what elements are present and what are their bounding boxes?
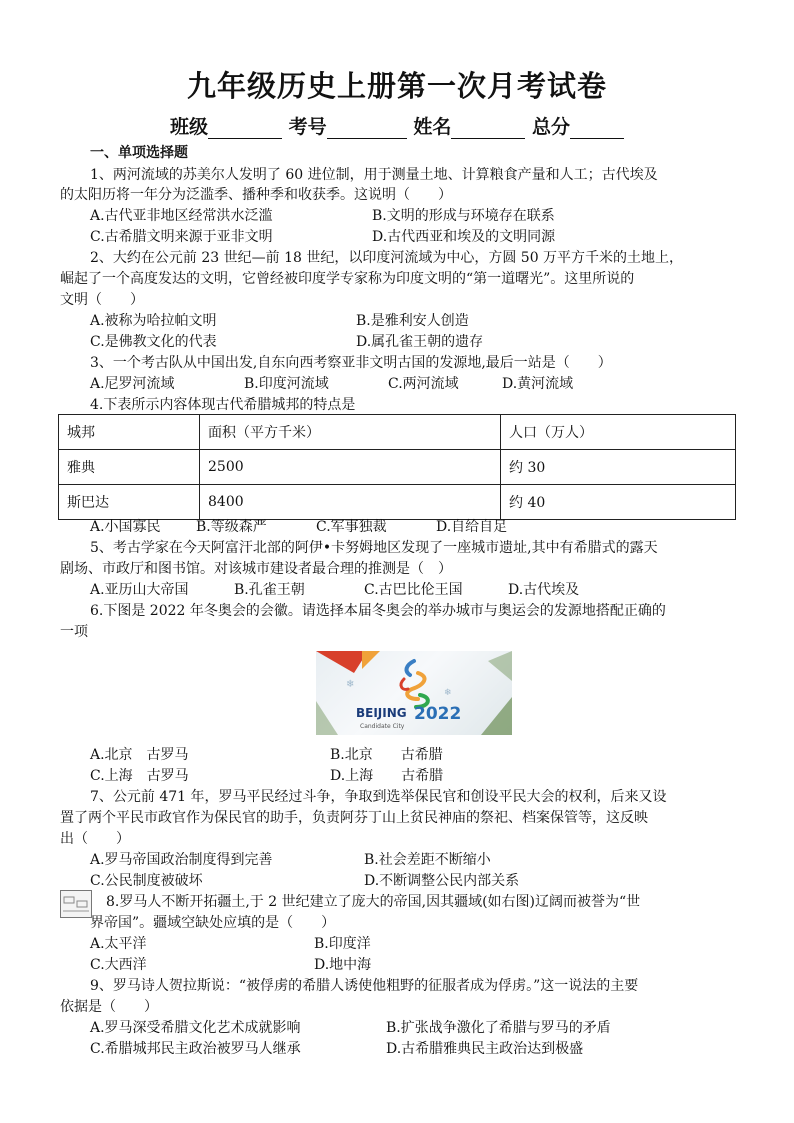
q6-option-a[interactable]: A.北京 古罗马 <box>90 747 189 763</box>
q8-option-b[interactable]: B.印度洋 <box>314 936 371 952</box>
q5-line2: 剧场、市政厅和图书馆。对该城市建设者最合理的推测是（ ） <box>60 561 452 577</box>
q2-line3: 文明（ ） <box>60 292 144 308</box>
q4-option-d[interactable]: D.自给自足 <box>436 519 508 535</box>
q1-option-a[interactable]: A.古代亚非地区经常洪水泛滥 <box>90 208 273 224</box>
map-icon <box>61 891 91 917</box>
table-cell: 8400 <box>200 485 501 520</box>
q8-option-c[interactable]: C.大西洋 <box>90 957 147 973</box>
name-blank[interactable] <box>451 120 525 139</box>
table-cell: 雅典 <box>59 450 200 485</box>
q9-option-c[interactable]: C.希腊城邦民主政治被罗马人继承 <box>90 1041 301 1057</box>
score-blank[interactable] <box>570 120 624 139</box>
q4-option-c[interactable]: C.军事独裁 <box>316 519 387 535</box>
table-cell: 2500 <box>200 450 501 485</box>
q4-option-a[interactable]: A.小国寡民 <box>90 519 161 535</box>
q7-option-d[interactable]: D.不断调整公民内部关系 <box>364 873 520 889</box>
q9-option-a[interactable]: A.罗马深受希腊文化艺术成就影响 <box>90 1020 301 1036</box>
q7-line2: 置了两个平民市政官作为保民官的助手，负责阿芬丁山上贫民神庙的祭祀、档案保管等，这反映 <box>60 810 648 826</box>
q9-option-d[interactable]: D.古希腊雅典民主政治达到极盛 <box>386 1041 584 1057</box>
number-blank[interactable] <box>327 120 407 139</box>
class-label: 班级 <box>170 116 209 138</box>
table-cell: 约 40 <box>501 485 736 520</box>
table-cell: 斯巴达 <box>59 485 200 520</box>
name-label: 姓名 <box>413 116 452 138</box>
emblem-year-text: 2022 <box>414 704 462 724</box>
q5-option-c[interactable]: C.古巴比伦王国 <box>364 582 463 598</box>
q1-option-c[interactable]: C.古希腊文明来源于亚非文明 <box>90 229 273 245</box>
table-header-cell: 城邦 <box>59 415 200 450</box>
q2-option-a[interactable]: A.被称为哈拉帕文明 <box>90 313 217 329</box>
q2-line2: 崛起了一个高度发达的文明，它曾经被印度学专家称为印度文明的“第一道曙光”。这里所说的 <box>60 271 635 287</box>
table-row <box>59 485 736 520</box>
orange-ribbon <box>362 651 380 669</box>
q8-option-a[interactable]: A.太平洋 <box>90 936 147 952</box>
q4-option-b[interactable]: B.等级森严 <box>196 519 267 535</box>
q8-line1: 8.罗马人不断开拓疆土,于 2 世纪建立了庞大的帝国,因其疆域(如右图)辽阔而被誉为“世 <box>106 894 641 910</box>
q1-line2: 的太阳历将一年分为泛滥季、播种季和收获季。这说明（ ） <box>60 187 452 203</box>
q3-line1: 3、一个考古队从中国出发,自东向西考察亚非文明古国的发源地,最后一站是（ ） <box>90 355 612 371</box>
q1-option-d[interactable]: D.古代西亚和埃及的文明同源 <box>372 229 556 245</box>
q3-option-d[interactable]: D.黄河流域 <box>502 376 574 392</box>
number-label: 考号 <box>288 116 327 138</box>
q2-option-b[interactable]: B.是雅利安人创造 <box>356 313 469 329</box>
q6-option-b[interactable]: B.北京 古希腊 <box>330 747 443 763</box>
q1-line1: 1、两河流域的苏美尔人发明了 60 进位制，用于测量土地、计算粮食产量和人工；古代埃及 <box>90 167 658 183</box>
emblem-city-text: BEIJING <box>356 706 407 720</box>
q7-line1: 7、公元前 471 年，罗马平民经过斗争，争取到选举保民官和创设平民大会的权利，后来又设 <box>90 789 667 805</box>
emblem-stroke-red <box>401 679 408 689</box>
q7-option-b[interactable]: B.社会差距不断缩小 <box>364 852 491 868</box>
pine-branch-left <box>316 701 338 735</box>
q6-option-d[interactable]: D.上海 古希腊 <box>330 768 444 784</box>
snowflake-icon: ❄ <box>346 679 355 690</box>
q7-option-c[interactable]: C.公民制度被破坏 <box>90 873 203 889</box>
q7-option-a[interactable]: A.罗马帝国政治制度得到完善 <box>90 852 273 868</box>
class-blank[interactable] <box>208 120 282 139</box>
red-ribbon <box>316 651 368 673</box>
q4-line1: 4.下表所示内容体现古代希腊城邦的特点是 <box>90 397 356 413</box>
q6-option-c[interactable]: C.上海 古罗马 <box>90 768 189 784</box>
emblem-sub-text: Candidate City <box>360 723 405 730</box>
q9-line2: 依据是（ ） <box>60 999 158 1015</box>
q7-line3: 出（ ） <box>60 831 130 847</box>
emblem-graphic <box>316 651 512 735</box>
pine-branch <box>481 697 512 735</box>
q6-line2: 一项 <box>60 624 88 640</box>
q3-option-c[interactable]: C.两河流域 <box>388 376 459 392</box>
q5-line1: 5、考古学家在今天阿富汗北部的阿伊•卡努姆地区发现了一座城市遗址,其中有希腊式的露天 <box>90 540 658 556</box>
student-info-line <box>0 112 794 139</box>
table-header-row <box>59 415 736 450</box>
section-heading: 一、单项选择题 <box>90 145 188 161</box>
table-cell: 约 30 <box>501 450 736 485</box>
city-state-table <box>58 414 736 520</box>
q8-option-d[interactable]: D.地中海 <box>314 957 372 973</box>
q2-line1: 2、大约在公元前 23 世纪—前 18 世纪，以印度河流域为中心，方圆 50 万平方千米的土地上， <box>90 250 684 266</box>
q8-line2: 界帝国”。疆域空缺处应填的是（ ） <box>90 915 336 931</box>
winter-olympics-emblem <box>316 651 512 735</box>
q2-option-c[interactable]: C.是佛教文化的代表 <box>90 334 217 350</box>
table-row <box>59 450 736 485</box>
table-header-cell: 面积（平方千米） <box>200 415 501 450</box>
score-label: 总分 <box>531 116 570 138</box>
snowflake-icon: ❄ <box>444 688 452 698</box>
q1-option-b[interactable]: B.文明的形成与环境存在联系 <box>372 208 555 224</box>
page-title: 九年级历史上册第一次月考试卷 <box>186 69 607 103</box>
q5-option-b[interactable]: B.孔雀王朝 <box>234 582 305 598</box>
q9-option-b[interactable]: B.扩张战争激化了希腊与罗马的矛盾 <box>386 1020 611 1036</box>
emblem-stroke-blue <box>407 661 414 675</box>
pine-branch-top <box>488 651 512 681</box>
q6-line1: 6.下图是 2022 年冬奥会的会徽。请选择本届冬奥会的举办城市与奥运会的发源地搭配正确的 <box>90 603 666 619</box>
q3-option-a[interactable]: A.尼罗河流域 <box>90 376 175 392</box>
q2-option-d[interactable]: D.属孔雀王朝的遗存 <box>356 334 484 350</box>
roman-empire-map-thumbnail <box>60 890 92 918</box>
q3-option-b[interactable]: B.印度河流域 <box>244 376 329 392</box>
q9-line1: 9、罗马诗人贺拉斯说：“被俘虏的希腊人诱使他粗野的征服者成为俘虏。”这一说法的主要 <box>90 978 639 994</box>
q5-option-a[interactable]: A.亚历山大帝国 <box>90 582 189 598</box>
table-header-cell: 人口（万人） <box>501 415 736 450</box>
q5-option-d[interactable]: D.古代埃及 <box>508 582 580 598</box>
